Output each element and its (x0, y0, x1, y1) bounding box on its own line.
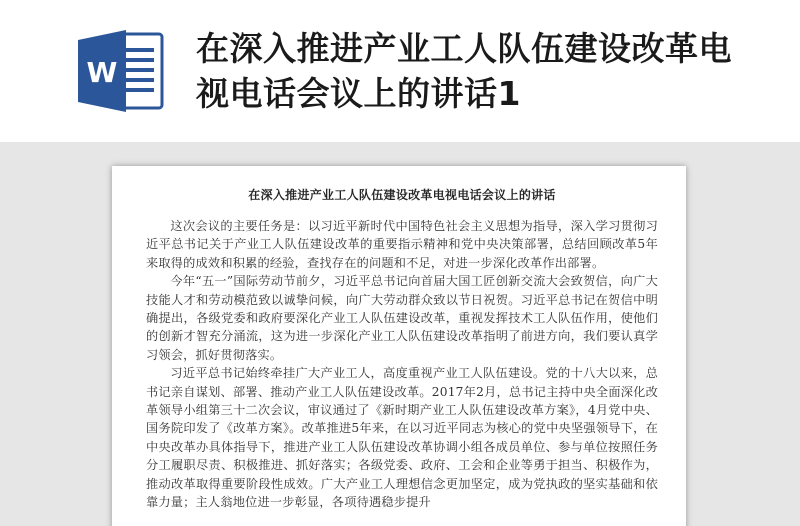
document-paragraph-1: 这次会议的主要任务是：以习近平新时代中国特色社会主义思想为指导，深入学习贯彻习近平总书记关于产业工人队伍建设改革的重要指示精神和党中央决策部署，总结回顾改革5年来取得的成效和积累的经验，查找存在的问题和不足，对进一步深化改革作出部署。 (146, 219, 658, 270)
page-title: 在深入推进产业工人队伍建设改革电视电话会议上的讲话1 (196, 29, 732, 113)
word-document-icon[interactable] (76, 28, 166, 114)
document-preview[interactable] (112, 166, 686, 526)
word-icon-letter: W (86, 56, 118, 89)
document-title: 在深入推进产业工人队伍建设改革电视电话会议上的讲话 (248, 188, 556, 202)
document-paragraph-2: 今年“五一”国际劳动节前夕，习近平总书记向首届大国工匠创新交流大会致贺信，向广大技能人才和劳动模范致以诚挚问候，向广大劳动群众致以节日祝贺。习近平总书记在贺信中明确提出，各级党委和政府要深化产业工人队伍建设改革，重视发挥技术工人队伍作用，使他们的创新才智充分涌流，这为进一步深化产业工人队伍建设改革指明了前进方向，我们要认真学习领会，抓好贯彻落实。 (146, 274, 658, 362)
document-paragraph-3: 习近平总书记始终牵挂广大产业工人，高度重视产业工人队伍建设。党的十八大以来，总书记亲自谋划、部署、推动产业工人队伍建设改革。2017年2月，总书记主持中央全面深化改革领导小组第三十二次会议，审议通过了《新时期产业工人队伍建设改革方案》，4月党中央、国务院印发了《改革方案》。改革推进5年来，在以习近平同志为核心的党中央坚强领导下，在中央改革办具体指导下，推进产业工人队伍建设改革协调小组各成员单位、参与单位按照任务分工履职尽责、积极推进、抓好落实；各级党委、政府、工会和企业等勇于担当、积极作为，推动改革取得重要阶段性成效。广大产业工人理想信念更加坚定，成为党执政的坚实基础和依靠力量；主人翁地位进一步彰显，各项待遇稳步提升 (146, 366, 658, 510)
